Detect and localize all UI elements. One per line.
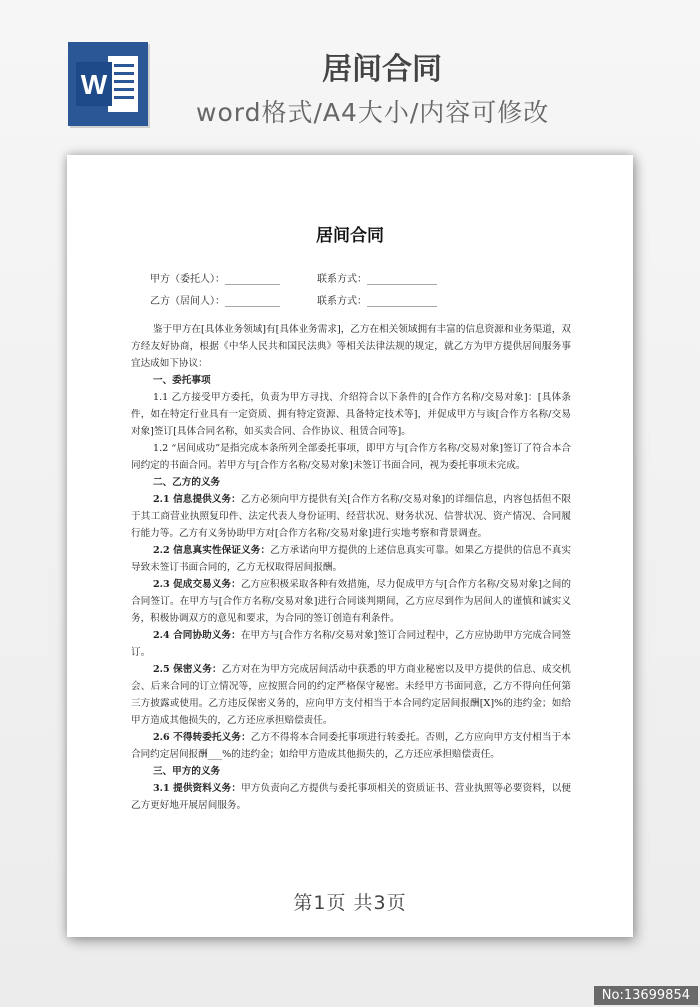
clause-2-5-text: 乙方对在为甲方完成居间活动中获悉的甲方商业秘密以及甲方提供的信息、成交机会、后来合同的订立情况等，应按照合同的约定严格保守秘密。未经甲方书面同意，乙方不得向任何第三方披露或使用。乙方违反保密义务的，应向甲方支付相当于本合同约定居间报酬[X]%的违约金；如给甲方造成其他损失的，乙方还应承担赔偿责任。: [131, 664, 572, 726]
clause-2-5: [131, 661, 571, 729]
party-row-a: [150, 266, 570, 288]
clause-2-2-label: 2.2 信息真实性保证义务：: [153, 545, 271, 556]
page-subtitle: word格式/A4大小/内容可修改: [196, 98, 550, 127]
party-a-contact: 联系方式：______________: [317, 273, 437, 285]
document-title: 居间合同: [316, 226, 384, 246]
section-heading-1: 一、委托事项: [153, 375, 211, 386]
clause-2-4-text: 在甲方与[合作方名称/交易对象]签订合同过程中，乙方应协助甲方完成合同签订。: [131, 630, 572, 658]
clause-2-1-text: 乙方必须向甲方提供有关[合作方名称/交易对象]的详细信息，内容包括但不限于其工商营业执照复印件、法定代表人身份证明、经营状况、财务状况、信誉状况、资产情况、合同履行能力等。乙方有义务协助甲方对[合作方名称/交易对象]进行实地考察和背景调查。: [131, 494, 572, 539]
preamble: 鉴于甲方在[具体业务领域]有[具体业务需求]，乙方在相关领域拥有丰富的信息资源和业务渠道，双方经友好协商，根据《中华人民共和国民法典》等相关法律法规的规定，就乙方为甲方提供居间服务事宜达成如下协议：: [131, 324, 571, 369]
clause-2-5-label: 2.5 保密义务：: [153, 664, 222, 675]
party-block: [150, 266, 570, 310]
image-id-badge: No:13699854: [594, 986, 698, 1005]
party-b-field: 乙方（居间人）：___________: [150, 295, 280, 307]
svg-text:W: W: [80, 69, 108, 100]
clause-2-3: [131, 576, 571, 627]
clause-1-1: 1.1 乙方接受甲方委托，负责为甲方寻找、介绍符合以下条件的[合作方名称/交易对象]：[具体条件，如在特定行业具有一定资质、拥有特定资源、具备特定技术等]，并促成甲方与该[合作方名称/交易对象]签订[具体合同名称，如买卖合同、合作协议、租赁合同等]。: [131, 392, 571, 437]
clause-2-4-label: 2.4 合同协助义务：: [153, 630, 241, 641]
clause-1-2: 1.2 “居间成功”是指完成本条所列全部委托事项，即甲方与[合作方名称/交易对象]签订了符合本合同约定的书面合同。若甲方与[合作方名称/交易对象]未签订书面合同，视为委托事项未完成。: [131, 443, 571, 471]
clause-3-1-label: 3.1 提供资料义务：: [153, 783, 242, 794]
page-title: 居间合同: [322, 52, 442, 87]
clause-2-4: [131, 627, 571, 661]
document-page: [67, 155, 633, 937]
section-heading-2: 二、乙方的义务: [153, 477, 221, 488]
clause-2-2: [131, 542, 571, 576]
clause-2-1: [131, 491, 571, 542]
clause-3-1-text: 甲方负责向乙方提供与委托事项相关的资质证书、营业执照等必要资料，以便乙方更好地开展居间服务。: [131, 783, 572, 811]
clause-2-3-label: 2.3 促成交易义务：: [153, 579, 241, 590]
document-body: [131, 321, 571, 814]
section-heading-3: 三、甲方的义务: [153, 766, 221, 777]
clause-2-3-text: 乙方应积极采取各种有效措施，尽力促成甲方与[合作方名称/交易对象]之间的合同签订。在甲方与[合作方名称/交易对象]进行合同谈判期间，乙方应尽到作为居间人的谨慎和诚实义务，积极协调双方的意见和要求，为合同的签订创造有利条件。: [131, 579, 572, 624]
clause-2-6: [131, 729, 571, 763]
clause-2-2-text: 乙方承诺向甲方提供的上述信息真实可靠。如果乙方提供的信息不真实导致未签订书面合同的，乙方无权取得居间报酬。: [131, 545, 572, 573]
clause-2-1-label: 2.1 信息提供义务：: [153, 494, 241, 505]
party-a-field: 甲方（委托人）：___________: [150, 273, 280, 285]
clause-2-6-text: 乙方不得将本合同委托事项进行转委托。否则，乙方应向甲方支付相当于本合同约定居间报酬___%的违约金；如给甲方造成其他损失的，乙方还应承担赔偿责任。: [131, 732, 571, 760]
party-row-b: [150, 288, 570, 310]
clause-3-1: [131, 780, 571, 814]
page-number: 第1页 共3页: [293, 892, 407, 914]
party-b-contact: 联系方式：______________: [317, 295, 437, 307]
clause-2-6-label: 2.6 不得转委托义务：: [153, 732, 251, 743]
